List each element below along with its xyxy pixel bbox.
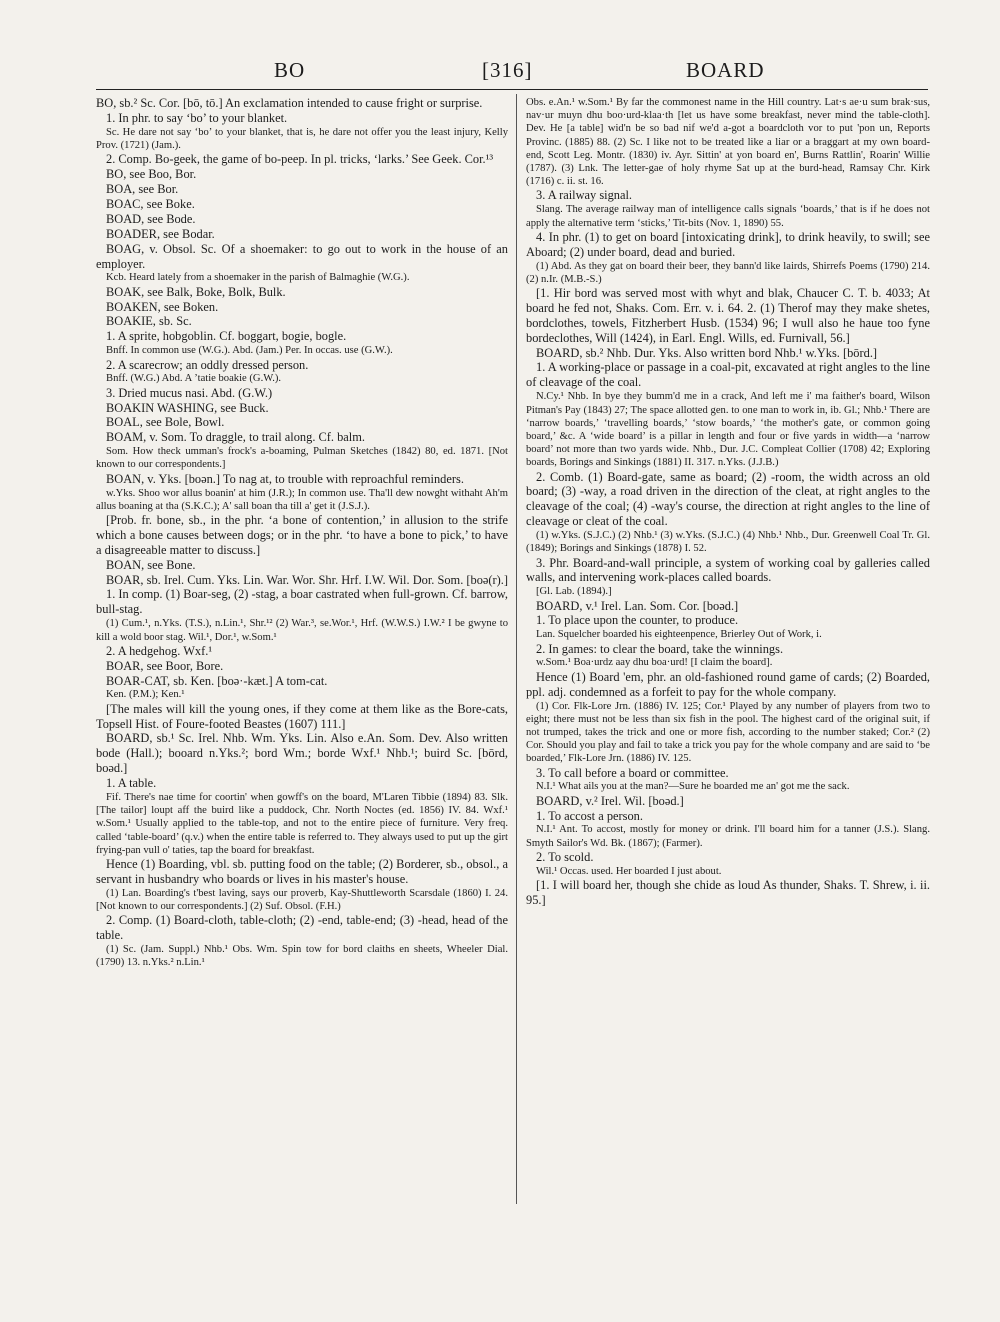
entry-paragraph: [The males will kill the young ones, if they come at them like as the Bore-cats, Topsell Hist. of Foure-footed Beastes (1607) 111.]: [96, 701, 508, 731]
entry-paragraph: [1. I will board her, though she chide as loud As thunder, Shaks. T. Shrew, i. ii. 95.]: [526, 877, 930, 907]
citation-paragraph: Slang. The average railway man of intelligence calls signals ‘boards,’ that is if he does not apply the alternative term ‘sticks,’ Tit-bits (Nov. 1, 1890) 55.: [526, 204, 930, 229]
citation-paragraph: w.Som.¹ Boa·urdz aay dhu boa·urd! [I claim the board].: [536, 657, 773, 669]
entry-paragraph: 1. A working-place or passage in a coal-pit, excavated at right angles to the line of cleavage of the coal.: [526, 360, 930, 390]
entry-paragraph: 2. To scold.: [536, 849, 594, 864]
citation-paragraph: Kcb. Heard lately from a shoemaker in the parish of Balmaghie (W.G.).: [106, 272, 410, 284]
citation-paragraph: (1) w.Yks. (S.J.C.) (2) Nhb.¹ (3) w.Yks. (S.J.C.) (4) Nhb.¹ Nhb., Dur. Greenwell Coal Tr. Gl. (1849); Borings and Sinkings (1878) I. 52.: [526, 530, 930, 555]
entry-paragraph: BOAKEN, see Boken.: [106, 299, 219, 314]
citation-paragraph: Bnff. In common use (W.G.). Abd. (Jam.) Per. In occas. use (G.W.).: [106, 345, 393, 357]
entry-paragraph: BOAC, see Boke.: [106, 196, 195, 211]
entry-paragraph: BOARD, v.² Irel. Wil. [boəd.]: [536, 793, 684, 808]
entry-paragraph: BO, see Boo, Bor.: [106, 167, 197, 182]
entry-paragraph: BOAG, v. Obsol. Sc. Of a shoemaker: to go out to work in the house of an employer.: [96, 241, 508, 271]
entry-paragraph: 3. Phr. Board-and-wall principle, a system of working coal by galleries called walls, and intervening work-places called boards.: [526, 555, 930, 585]
citation-paragraph: N.I.¹ Ant. To accost, mostly for money or drink. I'll board him for a tanner (J.S.). Slang. Smyth Sailor's Wd. Bk. (1867); (Farmer).: [526, 824, 930, 849]
entry-paragraph: BOAL, see Bole, Bowl.: [106, 415, 225, 430]
citation-paragraph: Wil.¹ Occas. used. Her boarded I just about.: [536, 865, 722, 877]
right-column: [526, 96, 930, 908]
citation-paragraph: Lan. Squelcher boarded his eighteenpence, Brierley Out of Work, i.: [536, 629, 822, 641]
entry-paragraph: 1. In phr. to say ‘bo’ to your blanket.: [106, 110, 288, 125]
entry-paragraph: 3. Dried mucus nasi. Abd. (G.W.): [106, 385, 273, 400]
citation-paragraph: N.I.¹ What ails you at the man?—Sure he boarded me an' got me the sack.: [536, 781, 850, 793]
citation-paragraph: Fif. There's nae time for coortin' when gowff's on the board, M'Laren Tibbie (1894) 83. Slk. [The tailor] loupt aff the buird like a puddock, Chr. North Noctes (ed. 1856) IV. 84. Wxf.¹ w.Som.¹ Usually applied to the table-top, and not to the entire piece of furniture. Very freq. called ‘table-board’ (q.v.) when the entire table is referred to. They always used to put up the girt frying-pan vull o' taties, tap the board for breakfast.: [96, 792, 508, 856]
citation-paragraph: (1) Lan. Boarding's t'best laving, says our proverb, Kay-Shuttleworth Scarsdale (1860) I. 24. [Not known to our correspondents.] (2) Suf. Obsol. (F.H.): [96, 887, 508, 913]
header-rule: [96, 89, 928, 90]
entry-paragraph: 2. Comp. Bo-geek, the game of bo-peep. In pl. tricks, ‘larks.’ See Geek. Cor.¹³: [106, 152, 494, 167]
entry-paragraph: BO, sb.² Sc. Cor. [bō, tō.] An exclamation intended to cause fright or surprise.: [96, 96, 483, 110]
entry-paragraph: BOAK, see Balk, Boke, Bolk, Bulk.: [106, 284, 286, 299]
citation-paragraph: Ken. (P.M.); Ken.¹: [106, 689, 185, 701]
entry-paragraph: 2. In games: to clear the board, take the winnings.: [536, 641, 784, 656]
entry-paragraph: 3. To call before a board or committee.: [536, 765, 729, 780]
entry-paragraph: 2. Comb. (1) Board-gate, same as board; (2) -room, the width across an old board; (3) -way, a road driven in the direction of the cleat, at right angles to the cleavage of the coal; (4) -way's course, the direction at right angles to the line of cleavage or cleat of the coal.: [526, 469, 930, 529]
entry-paragraph: BOAM, v. Som. To draggle, to trail along. Cf. balm.: [106, 430, 365, 445]
entry-paragraph: BOAN, see Bone.: [106, 557, 196, 572]
citation-paragraph: (1) Abd. As they gat on board their beer, they bann'd like lairds, Shirrefs Poems (1790) 214. (2) n.Ir. (M.B.-S.): [526, 260, 930, 285]
entry-paragraph: [Prob. fr. bone, sb., in the phr. ‘a bone of contention,’ in allusion to the strife which a bone causes between dogs; or in the phr. ‘to have a bone to pick,’ to have a disagreeable matter to discuss.]: [96, 512, 508, 557]
column-divider: [516, 94, 517, 1204]
citation-paragraph: (1) Cor. Flk-Lore Jrn. (1886) IV. 125; Cor.¹ Played by any number of players from two to eight; there must not be less than six fish in the pool. The highest card of the original suit, if not trumped, takes the trick and one or more fish, according to the number staked; Cor.² (2) Cor. Should you play and fail to take a trick you pay for the whole company and are said to ‘be boarded,’ Flk-Lore Jrn. (1886) IV. 125.: [526, 700, 930, 765]
entry-paragraph: 1. A sprite, hobgoblin. Cf. boggart, bogie, bogle.: [106, 329, 347, 344]
entry-paragraph: 2. A hedgehog. Wxf.¹: [106, 643, 213, 658]
entry-paragraph: [1. Hir bord was served most with whyt and blak, Chaucer C. T. b. 4033; At board he fed not, Shaks. Com. Err. v. i. 64. 2. (1) Therof may they make shetes, bordclothes, towels, Fitzherbert Husb. (1534) 96; I wull also he haue too fyne bordeclothes, Will (1424), in Earl. Engl. Wills, ed. Furnivall, 56.]: [526, 285, 930, 345]
citation-paragraph: [Gl. Lab. (1894).]: [536, 586, 612, 598]
citation-paragraph: (1) Cum.¹, n.Yks. (T.S.), n.Lin.¹, Shr.¹² (2) War.³, se.Wor.¹, Hrf. (W.W.S.) I.W.² I be gwyne to kill a wold boor stag. Wil.¹, Dor.¹, w.Som.¹: [96, 618, 508, 643]
citation-paragraph: w.Yks. Shoo wor allus boanin' at him (J.R.); In common use. Tha'll dew nowght withaht Ah'm allus boaning at tha (S.K.C.); A' sall boan tha till a' get it (J.S.J.).: [96, 487, 508, 512]
entry-paragraph: 3. A railway signal.: [536, 188, 633, 203]
left-column: [96, 96, 508, 970]
entry-paragraph: BOAR, sb. Irel. Cum. Yks. Lin. War. Wor. Shr. Hrf. I.W. Wil. Dor. Som. [boə(r).]: [106, 572, 509, 587]
entry-paragraph: Hence (1) Boarding, vbl. sb. putting food on the table; (2) Borderer, sb., obsol., a servant in husbandry who boards or lives in his master's house.: [96, 857, 508, 886]
entry-paragraph: Hence (1) Board 'em, phr. an old-fashioned round game of cards; (2) Boarded, ppl. adj. condemned as a forfeit to pay for the whole company.: [526, 669, 930, 699]
entry-paragraph: BOAKIN WASHING, see Buck.: [106, 400, 269, 415]
entry-paragraph: BOAKIE, sb. Sc.: [106, 314, 192, 329]
entry-paragraph: BOARD, sb.² Nhb. Dur. Yks. Also written bord Nhb.¹ w.Yks. [bōrd.]: [536, 345, 878, 360]
citation-paragraph: Som. How theck umman's frock's a-boaming, Pulman Sketches (1842) 80, ed. 1871. [Not known to our correspondents.]: [96, 446, 508, 471]
header-right: BOARD: [686, 58, 765, 82]
page-number: [316]: [482, 58, 533, 82]
entry-paragraph: 1. To accost a person.: [536, 808, 643, 823]
entry-paragraph: 4. In phr. (1) to get on board [intoxicating drink], to drink heavily, to swill; see Aboard; (2) under board, dead and buried.: [526, 229, 930, 259]
citation-paragraph: Sc. He dare not say ‘bo’ to your blanket, that is, he dare not offer you the least injury, Kelly Prov. (1721) (Jam.).: [96, 126, 508, 152]
entry-paragraph: 2. A scarecrow; an oddly dressed person.: [106, 357, 309, 372]
entry-paragraph: BOAR, see Boor, Bore.: [106, 658, 224, 673]
entry-paragraph: BOAN, v. Yks. [boən.] To nag at, to trouble with reproachful reminders.: [106, 471, 464, 486]
citation-paragraph: (1) Sc. (Jam. Suppl.) Nhb.¹ Obs. Wm. Spin tow for bord claiths en sheets, Wheeler Dial. (1790) 13. n.Yks.² n.Lin.¹: [96, 944, 508, 969]
entry-paragraph: 2. Comp. (1) Board-cloth, table-cloth; (2) -end, table-end; (3) -head, head of the table.: [96, 913, 508, 943]
entry-paragraph: 1. To place upon the counter, to produce.: [536, 613, 739, 628]
entry-paragraph: BOAR-CAT, sb. Ken. [boə·-kæt.] A tom-cat.: [106, 673, 328, 688]
entry-paragraph: 1. A table.: [106, 776, 157, 791]
entry-paragraph: BOAD, see Bode.: [106, 211, 196, 226]
citation-paragraph: N.Cy.¹ Nhb. In bye they bumm'd me in a crack, And left me i' ma faither's board, Wilson Pitman's Pay (1843) 27; The space allotted gen. to one man to work in, ib. Gl.; Nhb.¹ There are ‘narrow boards,’ ‘travelling boards,’ ‘stow boards,’ ‘the mother's gate, or common going board,’ &c. A ‘wide board’ is a pillar in length and four or five yards in width—a ‘narrow board’ not more than two yards wide. Nhb., Dur. J.C. Compleat Collier (1708) 42; Exploring boards, Borings and Sinkings (1881) II. 317. n.Yks. (J.J.B.): [526, 391, 930, 469]
citation-paragraph: Obs. e.An.¹ w.Som.¹ By far the commonest name in the Hill country. Lat·s ae·u sum brak·sus, nav·ur muyn dhu boo·urd-klaa·th [let us have some breakfast, never mind the table-cloth]. Dev. He [a table] wid'n be so bad nif we'd a-got a boardcloth vor to put 'pon un, Reports Provinc. (1885) 88. (2) Sc. I like not to be treated like a liar or a braggart at my own board-end, Scott Leg. Montr. (1830) iv. Ayr. Sittin' at yon board en', Burns Rattlin', Roarin' Willie (1787). (3) Lnk. The letter-gae of holy rhyme Sat up at the burd-head, Ramsay Chr. Kirk (1716) c. ii. st. 16.: [526, 97, 930, 188]
running-header: [96, 54, 908, 88]
entry-paragraph: BOADER, see Bodar.: [106, 226, 215, 241]
entry-paragraph: 1. In comp. (1) Boar-seg, (2) -stag, a boar castrated when full-grown. Cf. barrow, bull-stag.: [96, 587, 508, 617]
header-left: BO: [274, 58, 306, 82]
entry-paragraph: BOARD, sb.¹ Sc. Irel. Nhb. Wm. Yks. Lin. Also e.An. Som. Dev. Also written bode (Hall.); booard n.Yks.²; bord Wm.; borde Wxf.¹ Nhb.¹; buird Sc. [bōrd, boəd.]: [96, 731, 508, 776]
citation-paragraph: Bnff. (W.G.) Abd. A ’tatie boakie (G.W.).: [106, 373, 282, 385]
entry-paragraph: BOARD, v.¹ Irel. Lan. Som. Cor. [boəd.]: [536, 598, 739, 613]
entry-paragraph: BOA, see Bor.: [106, 182, 179, 197]
